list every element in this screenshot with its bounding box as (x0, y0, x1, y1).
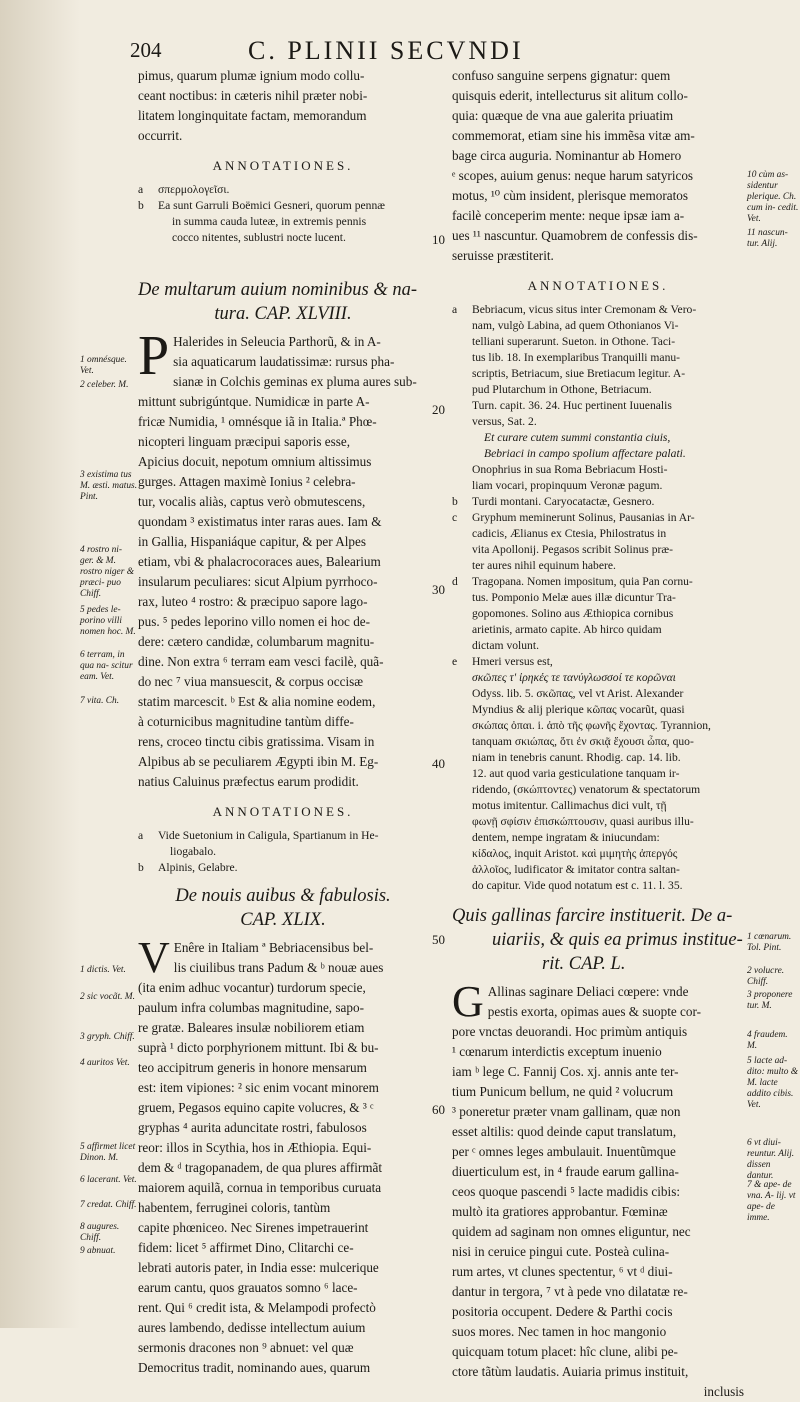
margin-note: 2 volucre. Chiff. (747, 966, 785, 987)
intro-paragraph: pimus, quarum plumæ ignium modo collu- ceant noctibus: in cæteris nihil præter nobi- litatem longinquitate factam, memorandum occurrit. (138, 68, 368, 143)
margin-note: 1 cœnarum. Tol. Pint. (747, 932, 792, 953)
margin-note: 3 existima tus M. æsti. matus. Pint. (80, 470, 138, 502)
annotation-item: a Vide Suetonium in Caligula, Spartianum in He- liogabalo. (138, 829, 379, 858)
annotation-item: c Gryphum meminerunt Solinus, Pausanias in Ar- cadicis, Ælianus ex Ctesia, Philostratus in vita Apollonij. Pegasos scribit Solinus præ- ter aures nihil equinum habere. (452, 511, 695, 572)
line-number: 50 (432, 932, 445, 947)
annotations-heading: ANNOTATIONES. (212, 158, 354, 173)
margin-note: 8 augures. Chiff. (80, 1222, 120, 1243)
annotation-item: d Tragopana. Nomen impositum, quia Pan cornu- tus. Pomponio Melæ aues illæ dicuntur Tra- gopomones. Solino aus Æthiopica cornibus arietinis, armato capite. Ab hirco quidam dictam volunt. (452, 575, 693, 652)
margin-note: 3 gryph. Chiff. (80, 1032, 135, 1042)
margin-note: 4 fraudem. M. (747, 1030, 788, 1051)
margin-note: 1 omnésque. Vet. (80, 355, 127, 376)
margin-note: 6 terram, in qua na- scitur eam. Vet. (80, 650, 133, 682)
drop-cap: V (138, 933, 170, 982)
margin-note: 6 vt diui- reuntur. Alij. dissen dantur. (747, 1138, 795, 1181)
margin-note: 5 lacte ad- dito: multo & M. lacte addito cibis. Vet. (747, 1056, 799, 1110)
annotation-item: e Hmeri versus est, σκῶπες τ' ἰρηκές τε τανύγλωσσοί τε κορῶναι Odyss. lib. 5. σκῶπας, vel vt Arist. Alexander Myndius & alij plerique κῶπας vocarũt, quasi σκώπας ὀπαι. i. ἀπὸ τῆς φωνῆς ἔχοντας. Tyrannion, tanquam σκιώπας, ὅτι ἐν σκιᾷ ἔχουσι ὦπα, quo- niam in tenebris canunt. Rhodig. cap. 14. lib. 12. aut quod varia gesticulatione tanquam ir- ridendo, (σκώπτοντες) venatorum & spectatorum motus imitentur. Callimachus dici vult, τῇ φωνῇ σφίσιν ἐπισκώπτουσιν, quasi auribus illu- dentem, nempe ingratam & iniucundam: κίδαλος, inquit Aristot. καὶ μιμητὴς ἀπεργός ἀλλοῖος, ludificator & imitator contra saltan- do capitur. Vide quod notatum est c. 11. l. 35. (452, 655, 711, 892)
margin-note: 11 nascun- tur. Alij. (747, 228, 788, 249)
page-gutter-shadow (0, 0, 80, 1328)
margin-note: 9 abnuat. (80, 1246, 116, 1256)
line-number: 10 (432, 232, 445, 247)
page-header (120, 36, 760, 66)
margin-note: 1 dictis. Vet. (80, 965, 126, 975)
annotation-item: b Alpinis, Gelabre. (138, 861, 238, 874)
chapter-50-title: Quis gallinas farcire instituerit. De a- uiariis, & quis ea primus institue- rit. CAP. L. (452, 906, 743, 974)
chapter-49-title: De nouis auibus & fabulosis. CAP. XLIX. (175, 886, 391, 930)
annotations-heading: ANNOTATIONES. (212, 804, 354, 819)
chapter-48-text: P Halerides in Seleucia Parthorũ, & in A- sia aquaticarum laudatissimæ: rursus pha- sianæ in Colchis geminas ex pluma aures sub- mittunt subrigúntque. Numidicæ in parte A- fricæ Numidia, ¹ omnésque iã in Italia.ª Phœ- nicopteri linguam præcipui saporis esse, Apicius docuit, nepotum omnium altissimus gurges. Attagen maximè Ionius ² celebra- tur, vocalis aliàs, captus verò obmutescens, quondam ³ existimatus inter raras aues. Iam & in Gallia, Hispaniáque capitur, & per Alpes etiam, vbi & phalacrocoraces aues, Balearium insularum peculiares: sicut Alpium pyrrhoco- rax, luteo ⁴ rostro: & præcipuo sapore lago- pus. ⁵ pedes leporino villo nomen ei hoc de- dere: cætero candidæ, columbarum magnitu- dine. Non extra ⁶ terram eam vesci facilè, quã- do nec ⁷ viua mansuescit, & corpus occisæ statim marcescit. ᵇ Est & alia nomine eodem, à coturnicibus magnitudine tantùm diffe- rens, croceo tinctu cibis gratissima. Visam in Alpibus ab se peculiarem Ægypti ibin M. Eg- natius Caluinus præfectus earum prodidit. (138, 325, 417, 789)
annotations-heading: ANNOTATIONES. (527, 278, 669, 293)
annotations-block (138, 828, 428, 876)
annotation-item: a Bebriacum, vicus situs inter Cremonam & Vero- nam, vulgò Labina, ad quem Othonianos Vi- telliani superarunt. Sueton. in Othone. Taci- tus lib. 18. In exemplaribus Tranquilli manu- scriptis, Betriacum, siue Bretiacum legitur. A- pud Plutarchum in Othone, Betriacum. Turn. capit. 36. 24. Huc pertinent Iuuenalis versus, Sat. 2. Et curare cutem summi constantia ciuis, Bebriaci in campo spolium affectare palati. Onophrius in sua Roma Bebriacum Hosti- liam vocari, propinquum Veronæ pagum. (452, 303, 697, 492)
margin-note: 2 sic vocãt. M. (80, 992, 135, 1002)
line-number: 40 (432, 756, 445, 771)
continuation-paragraph: confuso sanguine serpens gignatur: quem quisquis ederit, intellecturus sit alitum collo- quia: quæque de vna aue galerita priuatim commemorat, etiam sine his immẽsa vitæ am- bage circa auguria. Nominantur ab Homero ᵉ scopes, auium genus: neque harum satyricos motus, ¹⁰ cùm insident, plerisque memoratos facilè conceperim mente: neque ipsæ iam a- ues ¹¹ nascuntur. Quamobrem de confessis dis- seruisse præstiterit. (452, 68, 698, 263)
margin-note: 4 auritos Vet. (80, 1058, 130, 1068)
annotations-block (452, 302, 744, 894)
annotation-item: a σπερμολογεῖσι. (138, 183, 230, 196)
drop-cap: P (138, 325, 170, 387)
margin-note: 7 vita. Ch. (80, 696, 120, 706)
margin-note: 4 rostro ni- ger. & M. rostro niger & præci- puo Chiff. (80, 545, 134, 599)
chapter-48-title: De multarum auium nominibus & na- tura. CAP. XLVIII. (138, 280, 418, 324)
margin-note: 3 proponere tur. M. (747, 990, 793, 1011)
right-column (452, 66, 744, 1402)
margin-note: 7 & ape- de vna. A- lij. vt ape- de imme. (747, 1180, 796, 1223)
margin-note: 7 credat. Chiff. (80, 1200, 137, 1210)
margin-note: 10 cùm as- sidentur plerique. Ch. cum in- cedit. Vet. (747, 170, 799, 224)
right-margin-notes (747, 0, 799, 1328)
annotation-item: b Turdi montani. Caryocatactæ, Gesnero. (452, 495, 655, 508)
margin-note: 6 lacerant. Vet. (80, 1175, 137, 1185)
line-number: 20 (432, 402, 445, 417)
page-number: 204 (130, 38, 162, 62)
drop-cap: G (452, 977, 484, 1026)
margin-note: 5 pedes le- porino villi nomen hoc. M. (80, 605, 136, 637)
left-margin-notes (80, 0, 138, 1328)
annotations-block (138, 182, 428, 246)
chapter-50-text: G Allinas saginare Deliaci cœpere: vnde pestis exorta, opimas aues & suopte cor- pore vnctas deuorandi. Hoc primùm antiquis ¹ cœnarum interdictis exceptum inuenio iam ᵇ lege C. Fannij Cos. xj. annis ante ter- tium Punicum bellum, ne quid ² volucrum ³ poneretur præter vnam gallinam, quæ non esset altilis: quod deinde caput translatum, per ᶜ omnes leges ambulauit. Inuentũmque diuerticulum est, in ⁴ fraude earum gallina- ceos quoque pascendi ⁵ lacte madidis cibis: multò ita gratiores approbantur. Fœminæ quidem ad saginam non omnes eliguntur, nec nisi in ceruice pingui cute. Posteà culina- rum artes, vt clunes spectentur, ⁶ vt ᵈ diui- dantur in tergora, ⁷ vt à pede vno dilatatæ re- positoria occupent. Dedere & Parthi cocis suos mores. Nec tamen in hoc mangonio quicquam totum placet: hîc clune, alibi pe- ctore tãtùm laudatis. Auiaria primus instituit, inclusis (452, 977, 744, 1399)
running-title: C. PLINII SECVNDI (248, 36, 524, 65)
chapter-49-text: V Enêre in Italiam ª Bebriacensibus bel- lis ciuilibus trans Padum & ᵇ nouæ aues (ita enim adhuc vocantur) turdorum specie, paulum infra columbas magnitudine, sapo- re gratæ. Baleares insulæ nobiliorem etiam suprà ¹ dicto porphyrionem mittunt. Ibi & bu- teo accipitrum generis in honore mensarum est: item vipiones: ² sic enim vocant minorem gruem, Pegasos equino capite volucres, & ³ ᶜ gryphas ⁴ aurita aduncitate rostri, fabulosos reor: illos in Scythia, hos in Æthiopia. Equi- dem & ᵈ tragopanadem, de qua plures affirmãt maiorem aquilã, cornua in temporibus curuata habentem, ferruginei coloris, tantùm capite phœniceo. Nec Sirenes impetrauerint fidem: licet ⁵ affirmet Dino, Clitarchi ce- lebrati autoris pater, in India esse: mulcerique earum cantu, quos grauatos somno ⁶ lace- rent. Qui ⁶ credit ista, & Melampodi profectò aures lambendo, dedisse intellectum auium sermonis dracones non ⁹ abnuet: vel quæ Democritus tradit, nominando aues, quarum (138, 933, 384, 1375)
left-column (138, 66, 428, 1378)
margin-note: 5 affirmet licet Dinon. M. (80, 1142, 136, 1163)
line-number: 60 (432, 1102, 445, 1117)
line-number: 30 (432, 582, 445, 597)
margin-note: 2 celeber. M. (80, 380, 129, 390)
annotation-item: b Ea sunt Garruli Boëmici Gesneri, quorum pennæ in summa cauda luteæ, in extremis pennis cocco nitentes, sublustri nocte lucent. (138, 199, 385, 244)
